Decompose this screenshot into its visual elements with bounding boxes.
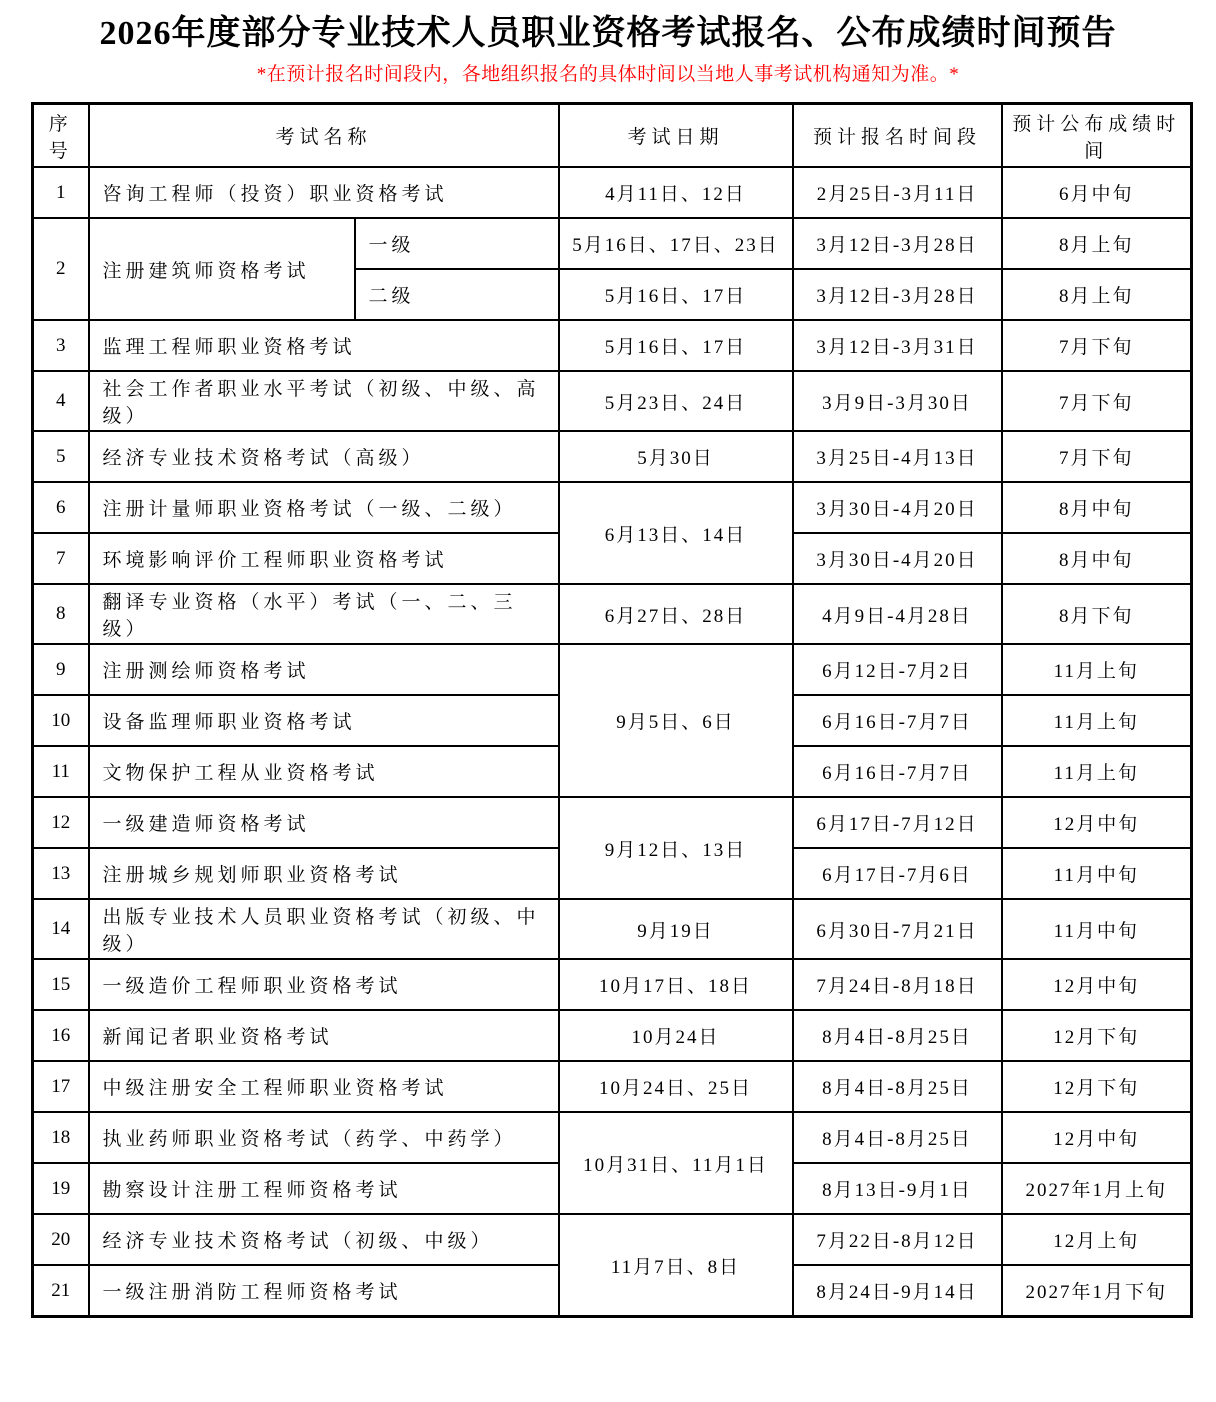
table-cell: 3月30日-4月20日 — [793, 482, 1002, 533]
table-cell: 3月30日-4月20日 — [793, 533, 1002, 584]
table-row — [33, 431, 1192, 482]
exam-name-cell: 一级 — [355, 218, 559, 269]
table-cell: 8月13日-9月1日 — [793, 1163, 1002, 1214]
registration-note: *在预计报名时间段内，各地组织报名的具体时间以当地人事考试机构通知为准。* — [256, 64, 960, 86]
table-cell: 10月31日、11月1日 — [559, 1112, 793, 1214]
exam-name-cell: 一级注册消防工程师资格考试 — [89, 1265, 559, 1316]
page-title: 2026年度部分专业技术人员职业资格考试报名、公布成绩时间预告 — [99, 15, 1117, 52]
table-cell: 6月中旬 — [1002, 167, 1192, 218]
table-cell: 10月17日、18日 — [559, 959, 793, 1010]
table-cell: 6月16日-7月7日 — [793, 746, 1002, 797]
table-cell: 11月上旬 — [1002, 746, 1192, 797]
table-cell: 5月16日、17日、23日 — [559, 218, 793, 269]
table-cell: 3月12日-3月31日 — [793, 320, 1002, 371]
table-cell: 8月4日-8月25日 — [793, 1061, 1002, 1112]
serial-cell: 18 — [33, 1112, 89, 1163]
serial-cell: 12 — [33, 797, 89, 848]
table-cell: 8月4日-8月25日 — [793, 1112, 1002, 1163]
table-cell: 5月30日 — [559, 431, 793, 482]
serial-cell: 7 — [33, 533, 89, 584]
exam-name-cell: 一级建造师资格考试 — [89, 797, 559, 848]
table-cell: 11月上旬 — [1002, 695, 1192, 746]
table-cell: 12月下旬 — [1002, 1061, 1192, 1112]
header-cell-exam-name: 考试名称 — [89, 103, 559, 167]
table-row — [33, 1010, 1192, 1061]
serial-cell: 5 — [33, 431, 89, 482]
table-cell: 9月12日、13日 — [559, 797, 793, 899]
table-cell: 5月16日、17日 — [559, 269, 793, 320]
table-cell: 12月中旬 — [1002, 797, 1192, 848]
table-cell: 4月11日、12日 — [559, 167, 793, 218]
exam-name-cell: 监理工程师职业资格考试 — [89, 320, 559, 371]
table-cell: 8月上旬 — [1002, 218, 1192, 269]
table-row — [33, 644, 1192, 695]
serial-cell: 16 — [33, 1010, 89, 1061]
table-cell: 12月中旬 — [1002, 1112, 1192, 1163]
table-row — [33, 1112, 1192, 1163]
table-cell: 9月5日、6日 — [559, 644, 793, 797]
table-cell: 9月19日 — [559, 899, 793, 959]
table-row — [33, 797, 1192, 848]
exam-name-cell: 翻译专业资格（水平）考试（一、二、三级） — [89, 584, 559, 644]
table-row — [33, 371, 1192, 431]
table-cell: 2月25日-3月11日 — [793, 167, 1002, 218]
table-cell: 2027年1月下旬 — [1002, 1265, 1192, 1316]
exam-name-cell: 二级 — [355, 269, 559, 320]
table-row — [33, 167, 1192, 218]
table-cell: 6月12日-7月2日 — [793, 644, 1002, 695]
exam-name-cell: 咨询工程师（投资）职业资格考试 — [89, 167, 559, 218]
exam-name-cell: 执业药师职业资格考试（药学、中药学） — [89, 1112, 559, 1163]
table-cell: 3月9日-3月30日 — [793, 371, 1002, 431]
serial-cell: 20 — [33, 1214, 89, 1265]
table-row — [33, 320, 1192, 371]
table-cell: 12月上旬 — [1002, 1214, 1192, 1265]
header-cell-exam-date: 考试日期 — [559, 103, 793, 167]
table-cell: 3月25日-4月13日 — [793, 431, 1002, 482]
exam-name-cell: 新闻记者职业资格考试 — [89, 1010, 559, 1061]
exam-name-cell: 经济专业技术资格考试（初级、中级） — [89, 1214, 559, 1265]
serial-cell: 2 — [33, 218, 89, 320]
table-row — [33, 1061, 1192, 1112]
table-cell: 3月12日-3月28日 — [793, 218, 1002, 269]
exam-name-cell: 勘察设计注册工程师资格考试 — [89, 1163, 559, 1214]
table-cell: 11月上旬 — [1002, 644, 1192, 695]
table-cell: 6月16日-7月7日 — [793, 695, 1002, 746]
table-row — [33, 218, 1192, 269]
exam-name-cell: 设备监理师职业资格考试 — [89, 695, 559, 746]
exam-name-cell: 文物保护工程从业资格考试 — [89, 746, 559, 797]
table-cell: 11月7日、8日 — [559, 1214, 793, 1316]
serial-cell: 21 — [33, 1265, 89, 1316]
table-cell: 7月下旬 — [1002, 371, 1192, 431]
exam-name-cell: 注册城乡规划师职业资格考试 — [89, 848, 559, 899]
table-cell: 6月13日、14日 — [559, 482, 793, 584]
table-cell: 5月23日、24日 — [559, 371, 793, 431]
exam-name-cell: 经济专业技术资格考试（高级） — [89, 431, 559, 482]
table-cell: 6月17日-7月6日 — [793, 848, 1002, 899]
table-row — [33, 899, 1192, 959]
table-cell: 8月中旬 — [1002, 533, 1192, 584]
serial-cell: 4 — [33, 371, 89, 431]
exam-name-cell: 注册测绘师资格考试 — [89, 644, 559, 695]
exam-name-cell: 出版专业技术人员职业资格考试（初级、中级） — [89, 899, 559, 959]
table-cell: 4月9日-4月28日 — [793, 584, 1002, 644]
exam-schedule-table — [31, 102, 1193, 1318]
header-cell-registration-period: 预计报名时间段 — [793, 103, 1002, 167]
table-cell: 7月下旬 — [1002, 431, 1192, 482]
table-cell: 3月12日-3月28日 — [793, 269, 1002, 320]
serial-cell: 9 — [33, 644, 89, 695]
table-cell: 11月中旬 — [1002, 899, 1192, 959]
table-row — [33, 584, 1192, 644]
table-cell: 10月24日 — [559, 1010, 793, 1061]
table-cell: 8月下旬 — [1002, 584, 1192, 644]
table-row — [33, 482, 1192, 533]
serial-cell: 14 — [33, 899, 89, 959]
exam-name-cell: 社会工作者职业水平考试（初级、中级、高级） — [89, 371, 559, 431]
table-cell: 8月24日-9月14日 — [793, 1265, 1002, 1316]
table-cell: 7月下旬 — [1002, 320, 1192, 371]
table-cell: 8月上旬 — [1002, 269, 1192, 320]
table-cell: 12月下旬 — [1002, 1010, 1192, 1061]
table-cell: 6月30日-7月21日 — [793, 899, 1002, 959]
table-cell: 6月17日-7月12日 — [793, 797, 1002, 848]
header-cell-serial: 序号 — [33, 103, 89, 167]
header-cell-result-time: 预计公布成绩时间 — [1002, 103, 1192, 167]
header-row — [33, 103, 1192, 167]
table-cell: 12月中旬 — [1002, 959, 1192, 1010]
table-cell: 2027年1月上旬 — [1002, 1163, 1192, 1214]
serial-cell: 8 — [33, 584, 89, 644]
serial-cell: 6 — [33, 482, 89, 533]
exam-name-cell: 注册建筑师资格考试 — [89, 218, 355, 320]
table-cell: 5月16日、17日 — [559, 320, 793, 371]
table-cell: 11月中旬 — [1002, 848, 1192, 899]
exam-name-cell: 注册计量师职业资格考试（一级、二级） — [89, 482, 559, 533]
serial-cell: 19 — [33, 1163, 89, 1214]
table-header — [33, 103, 1192, 167]
serial-cell: 13 — [33, 848, 89, 899]
serial-cell: 17 — [33, 1061, 89, 1112]
table-row — [33, 1214, 1192, 1265]
table-row — [33, 959, 1192, 1010]
table-cell: 10月24日、25日 — [559, 1061, 793, 1112]
serial-cell: 3 — [33, 320, 89, 371]
exam-table-body — [33, 167, 1192, 1316]
serial-cell: 1 — [33, 167, 89, 218]
exam-name-cell: 一级造价工程师职业资格考试 — [89, 959, 559, 1010]
exam-name-cell: 中级注册安全工程师职业资格考试 — [89, 1061, 559, 1112]
table-cell: 7月22日-8月12日 — [793, 1214, 1002, 1265]
exam-name-cell: 环境影响评价工程师职业资格考试 — [89, 533, 559, 584]
serial-cell: 15 — [33, 959, 89, 1010]
serial-cell: 10 — [33, 695, 89, 746]
table-cell: 6月27日、28日 — [559, 584, 793, 644]
table-cell: 7月24日-8月18日 — [793, 959, 1002, 1010]
serial-cell: 11 — [33, 746, 89, 797]
table-cell: 8月中旬 — [1002, 482, 1192, 533]
table-cell: 8月4日-8月25日 — [793, 1010, 1002, 1061]
